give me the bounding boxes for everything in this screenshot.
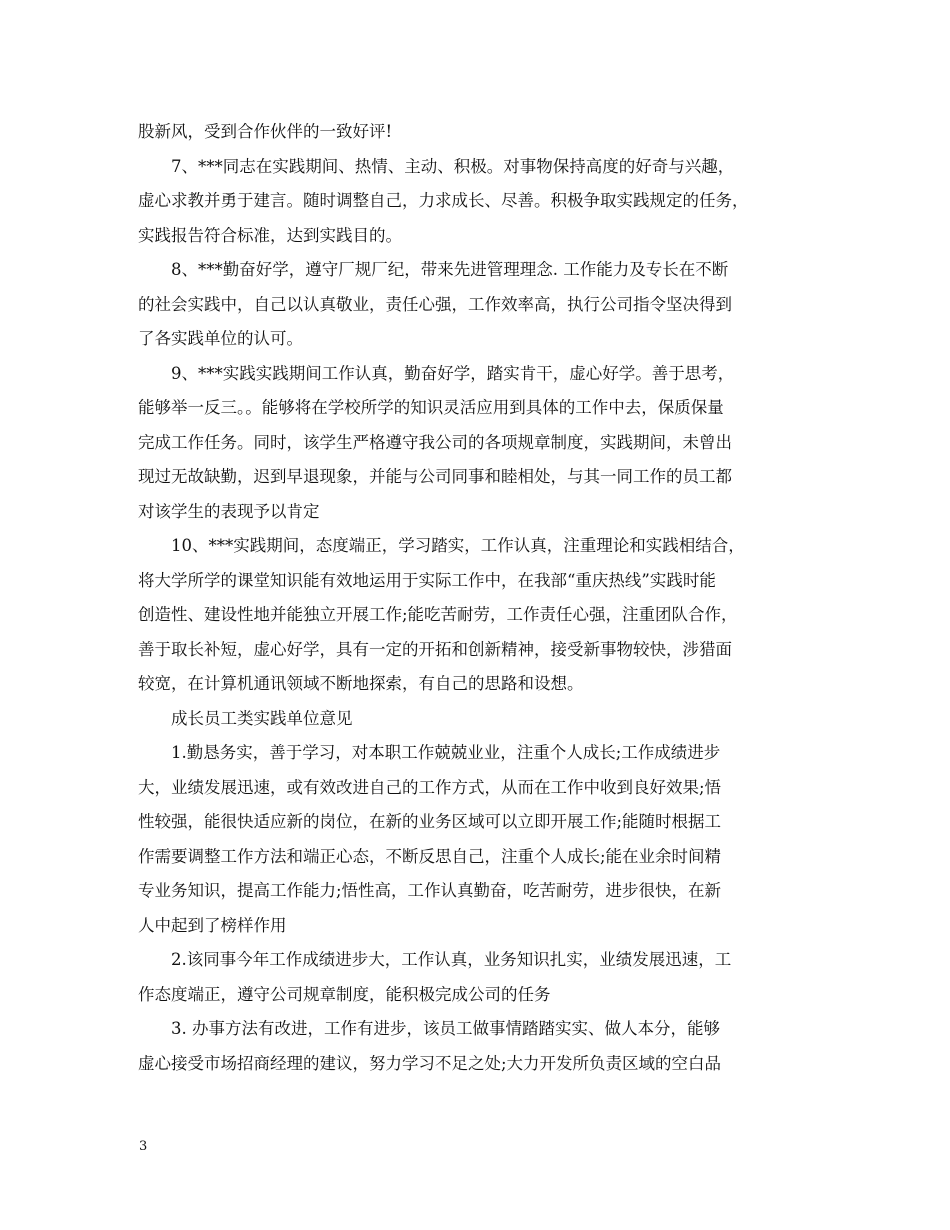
text-line: 成长员工类实践单位意见 xyxy=(171,708,353,728)
text-line: 股新风，受到合作伙伴的一致好评! xyxy=(138,122,393,141)
text-line: 完成工作任务。同时，该学生严格遵守我公司的各项规章制度，实践期间，未曾出 xyxy=(138,432,732,452)
text-line: 8、***勤奋好学，遵守厂规厂纪，带来先进管理理念. 工作能力及专长在不断 xyxy=(171,260,729,279)
text-line: 对该学生的表现予以肯定 xyxy=(138,501,320,521)
text-line: 的社会实践中，自己以认真敬业，责任心强，工作效率高，执行公司指令坚决得到 xyxy=(138,294,732,314)
text-line: 性较强，能很快适应新的岗位，在新的业务区域可以立即开展工作;能随时根据工 xyxy=(138,812,722,831)
text-line: 1.勤恳务实，善于学习，对本职工作兢兢业业，注重个人成长;工作成绩进步 xyxy=(171,743,721,762)
text-line: 实践报告符合标准，达到实践目的。 xyxy=(138,225,402,245)
text-line: 现过无故缺勤，迟到早退现象，并能与公司同事和睦相处，与其一同工作的员工都 xyxy=(138,467,732,486)
text-line: 较宽，在计算机通讯领域不断地探索，有自己的思路和设想。 xyxy=(138,674,584,693)
text-line: 创造性、建设性地并能独立开展工作;能吃苦耐劳，工作责任心强，注重团队合作， xyxy=(138,605,738,624)
text-line: 大，业绩发展迅速，或有效改进自己的工作方式，从而在工作中收到良好效果;悟 xyxy=(138,777,722,797)
text-line: 专业务知识，提高工作能力;悟性高，工作认真勤奋，吃苦耐劳，进步很快，在新 xyxy=(138,881,722,900)
text-line: 将大学所学的课堂知识能有效地运用于实际工作中，在我部“重庆热线”实践时能 xyxy=(138,570,716,590)
text-line: 虚心接受市场招商经理的建议，努力学习不足之处;大力开发所负责区域的空白品 xyxy=(138,1053,722,1073)
text-line: 善于取长补短，虚心好学，具有一定的开拓和创新精神，接受新事物较快，涉猎面 xyxy=(138,639,732,659)
document-body xyxy=(138,115,810,1081)
text-line: 3. 办事方法有改进，工作有进步，该员工做事情踏踏实实、做人本分，能够 xyxy=(171,1019,720,1038)
text-line: 2.该同事今年工作成绩进步大，工作认真，业务知识扎实，业绩发展迅速，工 xyxy=(171,950,732,969)
text-line: 虚心求教并勇于建言。随时调整自己，力求成长、尽善。积极争取实践规定的任务， xyxy=(138,191,749,210)
text-line: 10、***实践期间，态度端正，学习踏实，工作认真，注重理论和实践相结合， xyxy=(171,536,745,555)
text-line: 7、***同志在实践期间、热情、主动、积极。对事物保持高度的好奇与兴趣， xyxy=(171,156,735,176)
text-line: 了各实践单位的认可。 xyxy=(138,329,303,348)
text-line: 能够举一反三。。能够将在学校所学的知识灵活应用到具体的工作中去，保质保量 xyxy=(138,398,724,417)
page-number: 3 xyxy=(139,1139,148,1154)
text-line: 人中起到了榜样作用 xyxy=(138,915,287,935)
text-line: 作态度端正，遵守公司规章制度，能积极完成公司的任务 xyxy=(138,984,551,1004)
text-line: 9、***实践实践期间工作认真，勤奋好学，踏实肯干，虚心好学。善于思考， xyxy=(171,363,735,383)
text-line: 作需要调整工作方法和端正心态，不断反思自己，注重个人成长;能在业余时间精 xyxy=(138,846,722,866)
